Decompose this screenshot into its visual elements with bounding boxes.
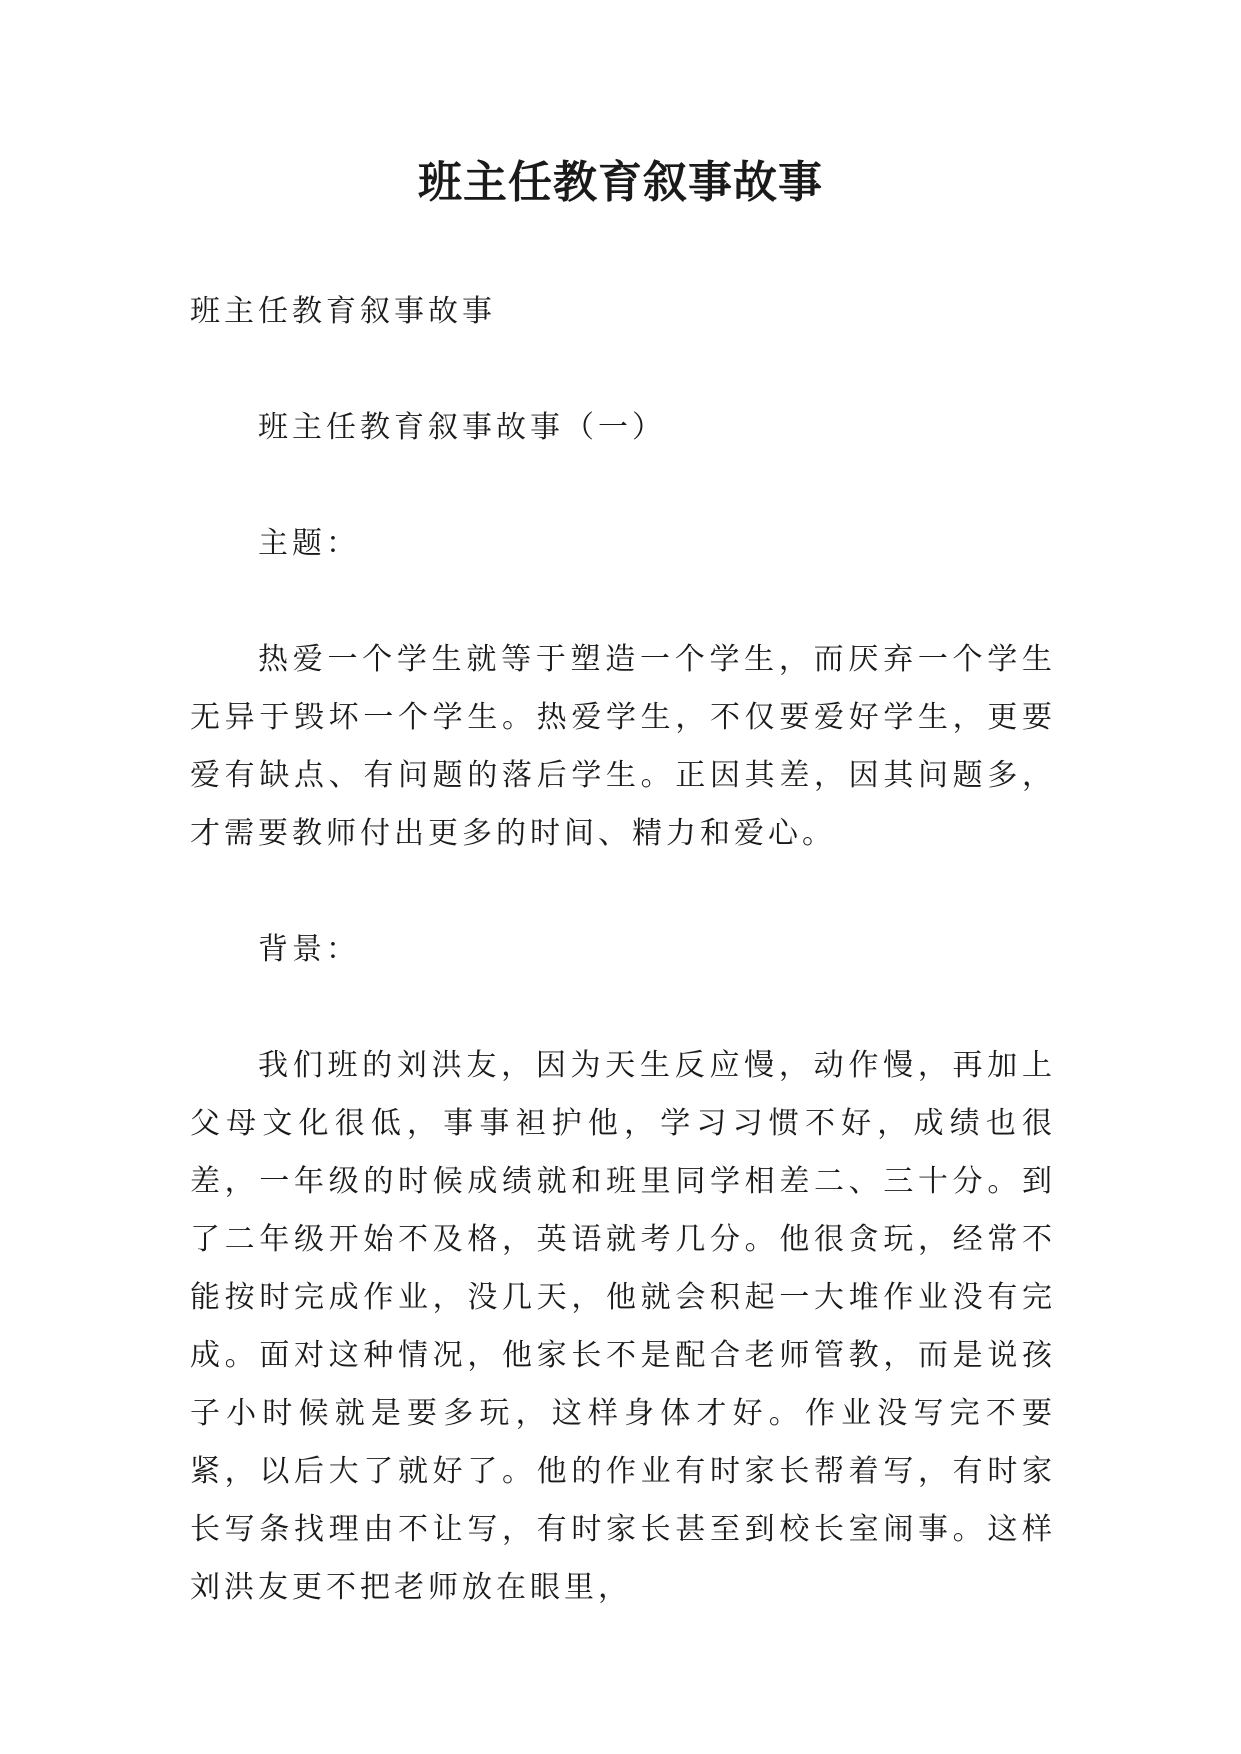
paragraph-theme-text: 热爱一个学生就等于塑造一个学生，而厌弃一个学生无异于毁坏一个学生。热爱学生，不仅要爱好学生，更要爱有缺点、有问题的落后学生。正因其差，因其问题多，才需要教师付出更多的时间、精力和爱心。 <box>190 642 1056 851</box>
document-title: 班主任教育叙事故事 <box>418 157 823 208</box>
paragraph-theme-label: 主题： <box>258 526 360 561</box>
paragraph-heading: 班主任教育叙事故事 <box>190 294 496 329</box>
paragraph-subheading: 班主任教育叙事故事（一） <box>258 410 666 445</box>
paragraph-background-text: 我们班的刘洪友，因为天生反应慢，动作慢，再加上父母文化很低，事事袒护他，学习习惯不好，成绩也很差，一年级的时候成绩就和班里同学相差二、三十分。到了二年级开始不及格，英语就考几分。他很贪玩，经常不能按时完成作业，没几天，他就会积起一大堆作业没有完成。面对这种情况，他家长不是配合老师管教，而是说孩子小时候就是要多玩，这样身体才好。作业没写完不要紧，以后大了就好了。他的作业有时家长帮着写，有时家长写条找理由不让写，有时家长甚至到校长室闹事。这样刘洪友更不把老师放在眼里， <box>190 1048 1056 1605</box>
document-body <box>190 283 1056 1617</box>
paragraph-background-label: 背景： <box>258 932 360 967</box>
